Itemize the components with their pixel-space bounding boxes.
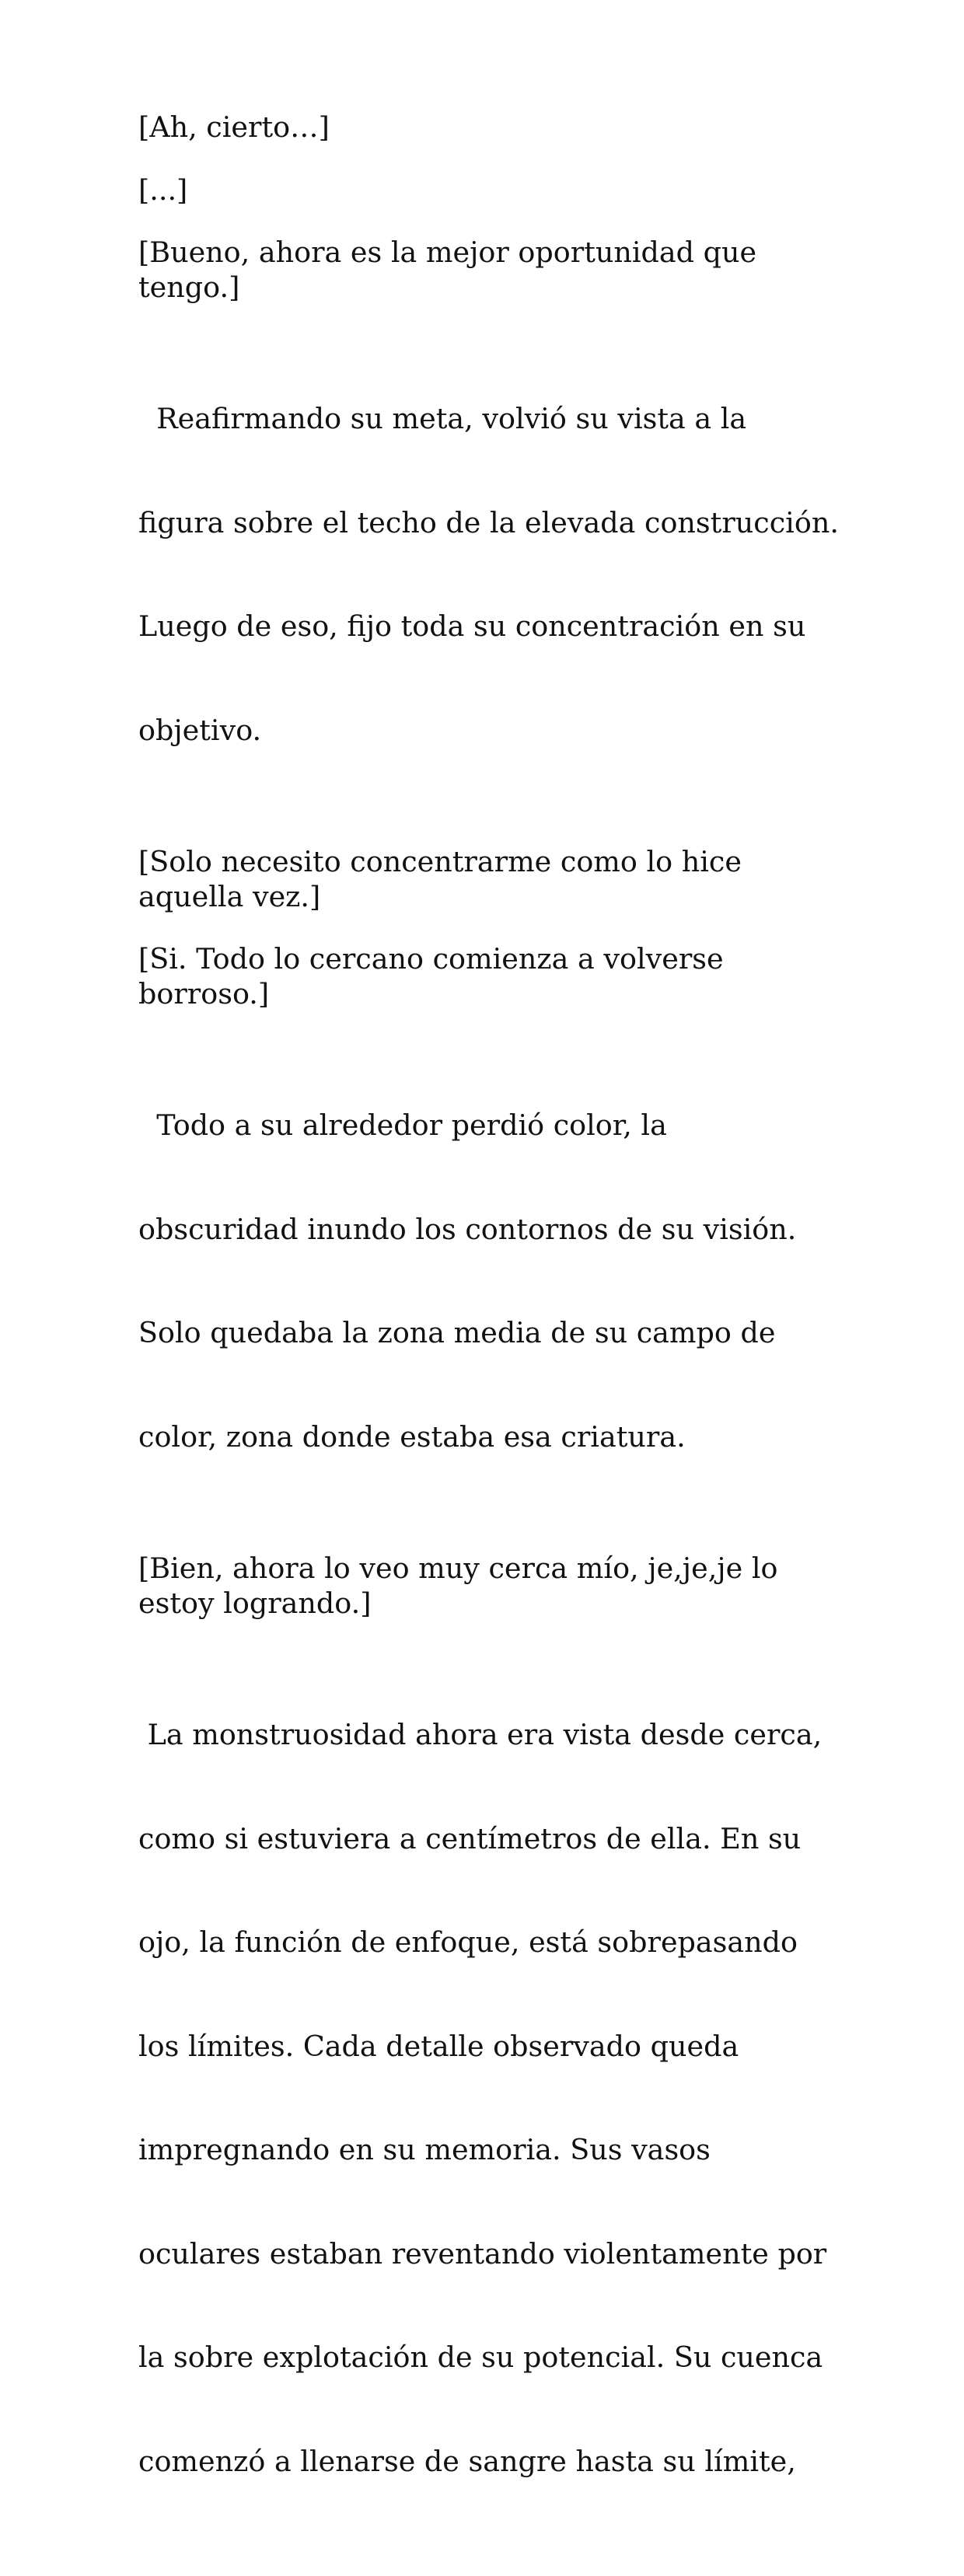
paragraph — [138, 236, 854, 305]
paragraph — [138, 942, 854, 1011]
text-line: [Si. Todo lo cercano comienza a volverse — [138, 942, 724, 976]
text-line: Reafirmando su meta, volvió su vista a la — [138, 402, 747, 435]
text-line: tengo.] — [138, 270, 240, 304]
text-line: [Bien, ahora lo veo muy cerca mío, je,je,je lo — [138, 1552, 778, 1585]
text-line: objetivo. — [138, 713, 262, 747]
text-line: Luego de eso, fijo toda su concentración en su — [138, 609, 806, 643]
text-line: [Solo necesito concentrarme como lo hice — [138, 845, 742, 878]
text-line: aquella vez.] — [138, 879, 321, 913]
paragraph — [138, 333, 854, 817]
text-line: color, zona donde estaba esa criatura. — [138, 1419, 686, 1454]
text-column — [138, 110, 854, 2576]
text-line: la sobre explotación de su potencial. Su cuenca — [138, 2340, 823, 2374]
text-line: La monstruosidad ahora era vista desde cerca, — [138, 1718, 823, 1751]
paragraph — [138, 173, 854, 208]
paragraph — [138, 1649, 854, 2548]
text-line: comenzó a llenarse de sangre hasta su límite, — [138, 2444, 796, 2478]
text-line: [...] — [138, 173, 188, 207]
text-line: como si estuviera a centímetros de ella. En su — [138, 1821, 802, 1855]
text-line: obscuridad inundo los contornos de su visión. — [138, 1212, 797, 1246]
text-line: Todo a su alrededor perdió color, la — [138, 1108, 667, 1142]
text-line: borroso.] — [138, 976, 270, 1011]
text-line: [Bueno, ahora es la mejor oportunidad que — [138, 236, 757, 269]
paragraph — [138, 845, 854, 914]
text-line: ojo, la función de enfoque, está sobrepasando — [138, 1925, 798, 1959]
text-line: los límites. Cada detalle observado queda — [138, 2029, 739, 2063]
text-line: Solo quedaba la zona media de su campo de — [138, 1316, 776, 1349]
text-line: estoy logrando.] — [138, 1586, 372, 1620]
text-line: oculares estaban reventando violentamente por — [138, 2236, 827, 2271]
text-line: figura sobre el techo de la elevada construcción. — [138, 505, 839, 539]
text-line: impregnando en su memoria. Sus vasos — [138, 2133, 711, 2166]
paragraph — [138, 110, 854, 145]
paragraph — [138, 1552, 854, 1621]
text-line: [Ah, cierto…] — [138, 110, 330, 144]
paragraph — [138, 1039, 854, 1524]
